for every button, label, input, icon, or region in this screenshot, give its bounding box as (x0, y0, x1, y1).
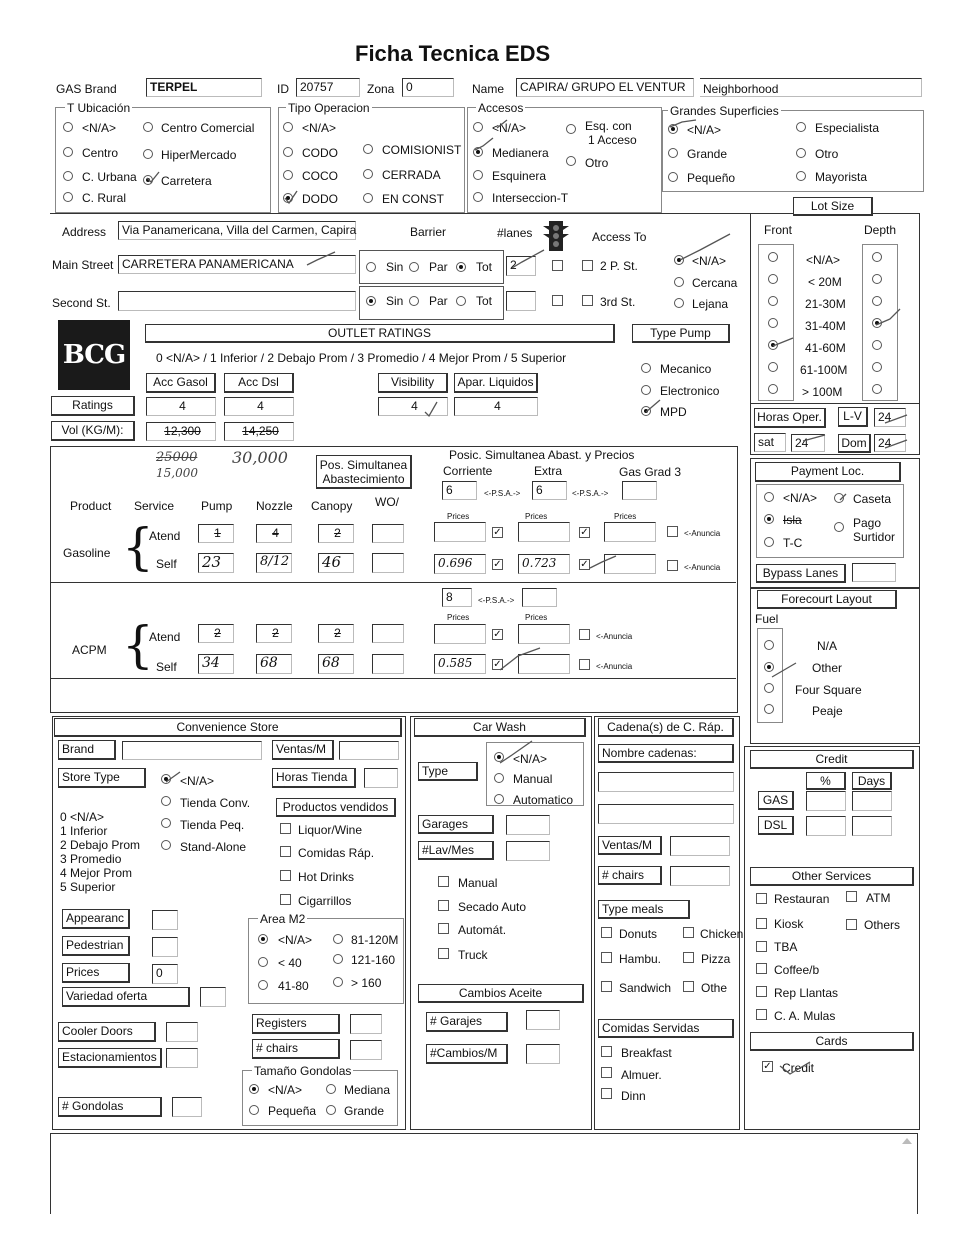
cambios-m-label: #Cambios/M (426, 1044, 508, 1064)
ratings-label: Ratings (51, 396, 135, 416)
rating-visibility-field[interactable]: 4 (378, 397, 448, 416)
gas-brand-field[interactable]: TERPEL (146, 78, 262, 97)
dom-field[interactable]: 24 (874, 434, 906, 452)
gas-grad3-label: Gas Grad 3 (619, 465, 682, 479)
psa-corriente-field[interactable]: 6 (442, 481, 477, 500)
st-alone-label: Stand-Alone (180, 840, 247, 854)
gas-atend-pump[interactable]: 1 (198, 524, 234, 543)
apar-liquidos-label: Apar. Liquidos (454, 373, 538, 393)
handwritten-vol-3: 15,000 (156, 466, 198, 480)
credit-dsl-label: DSL (758, 816, 794, 835)
store-chairs-label: # chairs (252, 1039, 340, 1059)
gas-self-price-extra[interactable]: 0.723 (518, 554, 570, 574)
barrier-main-sin-label: Sin (386, 260, 404, 274)
bcg-logo: BCG (58, 320, 130, 390)
access-na-label: <N/A> (692, 254, 727, 268)
acpm-atend-canopy[interactable]: 2 (318, 624, 354, 643)
col-wo: WO/ (375, 495, 399, 509)
ubic-rural-label: C. Rural (82, 191, 127, 205)
extra-label: Extra (534, 464, 563, 478)
gas-self-canopy[interactable]: 46 (318, 553, 354, 573)
acc-1acceso-label: 1 Acceso (588, 133, 637, 147)
ubic-urbana-label: C. Urbana (82, 170, 137, 184)
breakfast-label: Breakfast (621, 1046, 672, 1060)
superficies-title: Grandes Superficies (670, 104, 779, 118)
lot-size-title: Lot Size (793, 197, 873, 216)
dom-label: Dom (838, 434, 871, 453)
col-canopy: Canopy (311, 499, 353, 513)
sup-mayorista-label: Mayorista (815, 170, 868, 184)
brand-label: Brand (58, 740, 116, 760)
sup-na-label: <N/A> (687, 123, 722, 137)
third-st-label: 3rd St. (600, 295, 636, 309)
op-enconst-label: EN CONST (382, 192, 445, 206)
barrier-second-par-label: Par (429, 294, 448, 308)
tam-na-label: <N/A> (268, 1083, 303, 1097)
id-field[interactable]: 20757 (296, 78, 360, 97)
area-4180-label: 41-80 (278, 979, 309, 993)
rating-apar-field[interactable]: 4 (454, 397, 538, 416)
dinn-label: Dinn (621, 1089, 646, 1103)
acpm-atend-nozzle[interactable]: 2 (256, 624, 292, 643)
prices-label-3: Prices (614, 512, 637, 521)
acc-dsl-label: Acc Dsl (224, 373, 294, 393)
acpm-psa-field[interactable]: 8 (442, 588, 472, 607)
prices-field[interactable]: 0 (152, 964, 178, 984)
fc-na-label: N/A (817, 639, 838, 653)
pay-caseta-label: Caseta (853, 492, 892, 506)
area-81-label: 81-120M (351, 933, 399, 947)
acc-na-label: <N/A> (492, 121, 527, 135)
sup-otro-label: Otro (815, 147, 839, 161)
acc-esquinera-label: Esquinera (492, 169, 547, 183)
acc-otro-label: Otro (585, 156, 609, 170)
visibility-label: Visibility (378, 373, 448, 393)
vol-dsl-field[interactable]: 14,250 (224, 422, 294, 441)
pump-mecanico-label: Mecanico (660, 362, 712, 376)
store-scale-1: 1 Inferior (60, 824, 108, 838)
st-peq-label: Tienda Peq. (180, 818, 245, 832)
cad-chairs-label: # chairs (598, 866, 662, 885)
op-na-label: <N/A> (302, 121, 337, 135)
acpm-self-anuncia-label: <-Anuncia (596, 662, 633, 671)
ubicacion-title: T Ubicación (67, 101, 131, 115)
vol-label: Vol (KG/M): (51, 421, 135, 441)
sat-field[interactable]: 24 (791, 434, 825, 452)
zona-field[interactable]: 0 (402, 78, 454, 97)
fc-other-label: Other (812, 661, 843, 675)
col-pump: Pump (201, 499, 233, 513)
garajes-label: # Garajes (426, 1012, 508, 1032)
comidas-label: Comidas Ráp. (298, 846, 375, 860)
lot-opt-5: 61-100M (800, 363, 848, 377)
gas-atend-nozzle[interactable]: 4 (256, 524, 292, 543)
cadena-title: Cadena(s) de C. Ráp. (598, 718, 734, 737)
name-field[interactable]: CAPIRA/ GRUPO EL VENTUR (516, 78, 694, 97)
productos-label: Productos vendidos (276, 798, 396, 817)
pizza-label: Pizza (701, 952, 731, 966)
pay-surtidor-label: Pago Surtidor (853, 516, 896, 544)
cw-garages-label: Garages (418, 815, 494, 834)
registers-label: Registers (252, 1014, 340, 1034)
cw-type-label: Type (418, 762, 478, 781)
p-st-label: 2 P. St. (600, 259, 638, 273)
lot-opt-3: 31-40M (805, 319, 846, 333)
prices-label: Prices (62, 963, 130, 983)
area-121-label: 121-160 (351, 953, 396, 967)
pedestrian-label: Pedestrian (62, 936, 130, 956)
area-na-label: <N/A> (278, 933, 313, 947)
donuts-label: Donuts (619, 927, 658, 941)
fc-peaje-label: Peaje (812, 704, 843, 718)
lot-front-label: Front (764, 223, 793, 237)
gas-atend-label: Atend (149, 529, 181, 543)
comidas-servidas-label: Comidas Servidas (598, 1019, 734, 1038)
handwritten-vol-1: 25000 (156, 450, 198, 465)
credit-card-label: Credit (782, 1061, 815, 1075)
tam-grande-label: Grande (344, 1104, 385, 1118)
prices-label-1: Prices (447, 512, 470, 521)
cw-lav-label: #Lav/Mes (418, 841, 494, 860)
acpm-prices-label-1: Prices (447, 613, 470, 622)
sup-especialista-label: Especialista (815, 121, 880, 135)
acpm-self-pump[interactable]: 34 (198, 654, 234, 674)
outlet-ratings-title: OUTLET RATINGS (145, 324, 615, 343)
lv-field[interactable]: 24 (874, 408, 906, 427)
barrier-label: Barrier (410, 225, 447, 239)
prices-label-2: Prices (525, 512, 548, 521)
acpm-brace: { (122, 616, 154, 674)
gas-brand-label: GAS Brand (56, 82, 117, 96)
credit-gas-label: GAS (758, 791, 794, 810)
acpm-psa-label: <-P.S.A.-> (478, 596, 515, 605)
acpm-prices-label-2: Prices (525, 613, 548, 622)
st-na-label: <N/A> (180, 774, 215, 788)
type-pump-title: Type Pump (632, 324, 730, 343)
acpm-atend-corr-check[interactable]: ✓ (493, 629, 502, 640)
acpm-self-label: Self (156, 660, 177, 674)
acc-medianera-label: Medianera (492, 146, 549, 160)
cad-ventas-label: Ventas/M (598, 836, 662, 855)
gas-atend-anuncia-label: <-Anuncia (684, 529, 721, 538)
lot-opt-4: 41-60M (805, 341, 846, 355)
ubic-hiper-label: HiperMercado (161, 148, 237, 162)
acpm-atend-pump[interactable]: 2 (198, 624, 234, 643)
address-label: Address (62, 225, 107, 239)
area-40-label: < 40 (278, 956, 302, 970)
store-type-label: Store Type (58, 768, 146, 788)
store-scale-3: 3 Promedio (60, 852, 122, 866)
store-scale-5: 5 Superior (60, 880, 116, 894)
store-title: Convenience Store (54, 718, 402, 737)
store-scale-0: 0 <N/A> (60, 810, 105, 824)
pump-electronico-label: Electronico (660, 384, 720, 398)
coffee-label: Coffee/b (774, 963, 820, 977)
lanes-label: #lanes (497, 226, 533, 240)
ubic-centro-label: Centro (82, 146, 119, 160)
barrier-second-tot-label: Tot (476, 294, 493, 308)
chicken-label: Chicken (700, 927, 744, 941)
op-coco-label: COCO (302, 169, 338, 183)
lv-label: L-V (838, 407, 868, 427)
gas-atend-extra-check[interactable]: ✓ (580, 527, 589, 538)
op-dodo-label: DODO (302, 192, 338, 206)
gasoline-label: Gasoline (63, 546, 111, 560)
rating-dsl-field[interactable]: 4 (224, 397, 294, 416)
fc-foursquare-label: Four Square (795, 683, 862, 697)
horas-oper-label: Horas Oper. (754, 408, 826, 428)
acpm-self-nozzle[interactable]: 68 (256, 654, 292, 674)
address-field[interactable]: Via Panamericana, Villa del Carmen, Capira (118, 221, 356, 240)
page-title: Ficha Tecnica EDS (355, 41, 551, 66)
type-meals-label: Type meals (598, 900, 690, 919)
cw-secado-label: Secado Auto (458, 900, 527, 914)
lot-opt-1: < 20M (808, 275, 842, 289)
cambios-title: Cambios Aceite (418, 984, 584, 1003)
store-scale-2: 2 Debajo Prom (60, 838, 141, 852)
gas-atend-canopy[interactable]: 2 (318, 524, 354, 543)
bypass-label: Bypass Lanes (756, 564, 846, 583)
cw-truck-label: Truck (458, 948, 488, 962)
area-title: Area M2 (260, 912, 306, 926)
posic-title: Posic. Simultanea Abast. y Precios (449, 448, 635, 462)
barrier-main-par-label: Par (429, 260, 448, 274)
vol-gasol-field[interactable]: 12,300 (146, 422, 216, 441)
nombre-label: Nombre cadenas: (598, 744, 734, 763)
appearanc-label: Appearanc (62, 909, 130, 929)
credit-card-check[interactable]: ✓ (763, 1061, 772, 1072)
lanes-main-field[interactable]: 2 (506, 256, 536, 276)
estac-label: Estacionamientos (58, 1048, 162, 1068)
cw-manual-check-label: Manual (458, 876, 498, 890)
hotdrinks-label: Hot Drinks (298, 870, 355, 884)
acpm-self-canopy[interactable]: 68 (318, 654, 354, 674)
tam-mediana-label: Mediana (344, 1083, 391, 1097)
mulas-label: C. A. Mulas (774, 1009, 836, 1023)
othe-label: Othe (701, 981, 728, 995)
barrier-second-sin-label: Sin (386, 294, 404, 308)
restauran-label: Restauran (774, 892, 830, 906)
kiosk-label: Kiosk (774, 917, 804, 931)
liquor-label: Liquor/Wine (298, 823, 363, 837)
pct-label: % (806, 772, 846, 790)
ubic-na-label: <N/A> (82, 121, 117, 135)
gas-self-corr-check[interactable]: ✓ (493, 559, 502, 570)
cw-auto-label: Automatico (513, 793, 574, 807)
st-conv-label: Tienda Conv. (180, 796, 251, 810)
days-label: Days (852, 772, 892, 790)
name-label: Name (472, 82, 505, 96)
almuer-label: Almuer. (621, 1068, 662, 1082)
col-product: Product (70, 499, 112, 513)
store-scale-4: 4 Mejor Prom (60, 866, 133, 880)
psa-label-1: <-P.S.A.-> (484, 489, 521, 498)
second-street-label: Second St. (52, 296, 111, 310)
acpm-atend-anuncia-label: <-Anuncia (596, 632, 633, 641)
access-lejana-label: Lejana (692, 297, 729, 311)
cw-automat-label: Automát. (458, 923, 507, 937)
gas-self-extra-check[interactable]: ✓ (580, 559, 589, 570)
sat-label: sat (754, 433, 786, 452)
sandwich-label: Sandwich (619, 981, 672, 995)
acpm-self-corr-check[interactable]: ✓ (493, 659, 502, 670)
acc-gasol-label: Acc Gasol (146, 373, 216, 393)
acpm-label: ACPM (72, 643, 107, 657)
lot-depth-label: Depth (864, 223, 897, 237)
payment-title: Payment Loc. (755, 462, 901, 482)
acc-interseccion-label: Interseccion-T (492, 191, 569, 205)
neighborhood-label: Neighborhood (703, 82, 779, 96)
sup-grande-label: Grande (687, 147, 728, 161)
cw-manual-label: Manual (513, 772, 553, 786)
ventas-label: Ventas/M (272, 740, 334, 760)
corriente-label: Corriente (443, 464, 493, 478)
gas-atend-corr-check[interactable]: ✓ (493, 527, 502, 538)
zona-label: Zona (367, 82, 395, 96)
pay-na-label: <N/A> (783, 491, 818, 505)
fuel-label: Fuel (755, 612, 779, 626)
gondolas-label: # Gondolas (58, 1097, 162, 1117)
gas-self-label: Self (156, 557, 177, 571)
cw-na-label: <N/A> (513, 752, 548, 766)
other-services-title: Other Services (750, 867, 914, 886)
access-cercana-label: Cercana (692, 276, 738, 290)
gas-self-nozzle[interactable]: 8/12 (256, 553, 292, 573)
carwash-title: Car Wash (414, 718, 586, 737)
hambu-label: Hambu. (619, 952, 662, 966)
others-label: Others (864, 918, 901, 932)
main-street-label: Main Street (52, 258, 114, 272)
main-street-field[interactable]: CARRETERA PANAMERICANA (118, 255, 356, 274)
op-cerrada-label: CERRADA (382, 168, 441, 182)
psa-label-2: <-P.S.A.-> (572, 489, 609, 498)
pump-mpd-label: MPD (660, 405, 687, 419)
col-service: Service (134, 499, 175, 513)
ratings-scale: 0 <N/A> / 1 Inferior / 2 Debajo Prom / 3 Promedio / 4 Mejor Prom / 5 Superior (156, 351, 567, 365)
sup-pequeno-label: Pequeño (687, 171, 736, 185)
acpm-self-price-corr[interactable]: 0.585 (434, 654, 486, 674)
op-codo-label: CODO (302, 146, 338, 160)
id-label: ID (277, 82, 289, 96)
horas-tienda-label: Horas Tienda (272, 768, 356, 788)
cooler-label: Cooler Doors (58, 1022, 156, 1042)
handwritten-vol-2: 30,000 (232, 448, 288, 467)
cards-title: Cards (750, 1032, 914, 1051)
acpm-atend-label: Atend (149, 630, 181, 644)
lot-opt-0: <N/A> (806, 253, 841, 267)
ubic-cc-label: Centro Comercial (161, 121, 255, 135)
pos-simultanea-label: Pos. Simultanea Abastecimiento (316, 455, 412, 489)
tba-label: TBA (774, 940, 798, 954)
gas-self-pump[interactable]: 23 (198, 553, 234, 573)
lot-opt-2: 21-30M (805, 297, 846, 311)
credit-title: Credit (750, 750, 914, 769)
lot-opt-6: > 100M (802, 385, 843, 399)
pay-isla-label: Isla (783, 513, 802, 527)
gasoline-brace: { (122, 518, 154, 576)
llantas-label: Rep Llantas (774, 986, 839, 1000)
op-comisionist-label: COMISIONIST (382, 143, 462, 157)
barrier-main-tot-label: Tot (476, 260, 493, 274)
psa-extra-field[interactable]: 6 (532, 481, 567, 500)
ubic-carretera-label: Carretera (161, 174, 212, 188)
tam-pequena-label: Pequeña (268, 1104, 317, 1118)
operacion-title: Tipo Operacion (288, 101, 370, 115)
area-160-label: > 160 (351, 976, 382, 990)
gas-self-anuncia-label: <-Anuncia (684, 563, 721, 572)
col-nozzle: Nozzle (256, 499, 293, 513)
pay-tc-label: T-C (783, 536, 803, 550)
acc-esq-label: Esq. con (585, 119, 632, 133)
atm-label: ATM (866, 891, 891, 905)
rating-gasol-field[interactable]: 4 (146, 397, 216, 416)
gas-self-price-corr[interactable]: 0.696 (434, 554, 486, 574)
forecourt-title: Forecourt Layout (757, 590, 897, 609)
access-to-label: Access To (592, 230, 647, 244)
tamano-title: Tamaño Gondolas (254, 1064, 352, 1078)
cigarrillos-label: Cigarrillos (298, 894, 352, 908)
variedad-label: Variedad oferta (62, 987, 190, 1007)
accesos-title: Accesos (478, 101, 524, 115)
